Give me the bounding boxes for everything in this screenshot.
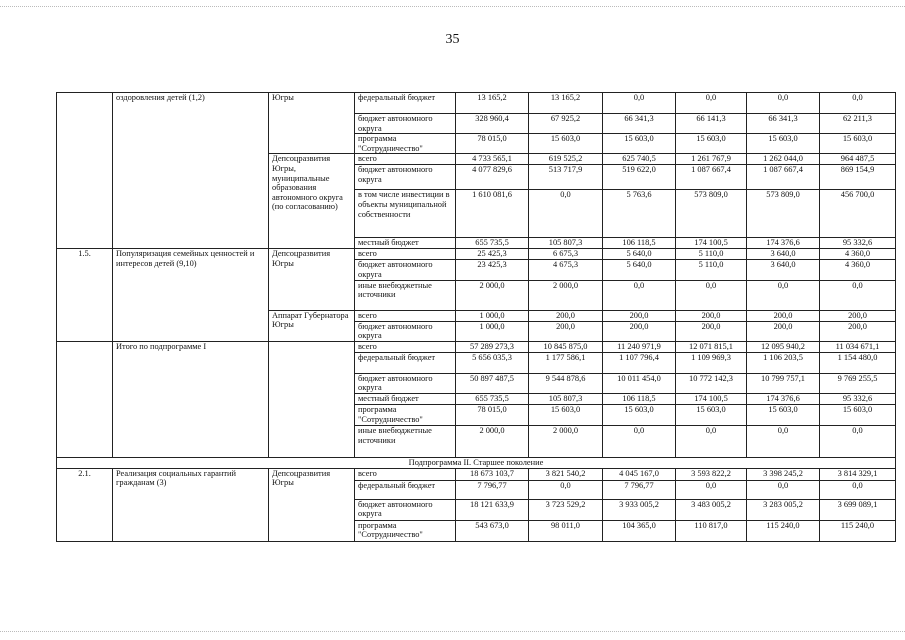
amount-cell: 10 772 142,3 [676,373,747,393]
funding-source: всего [355,341,456,352]
amount-cell: 1 106 203,5 [747,352,820,373]
row-number [57,341,113,457]
amount-cell: 1 177 586,1 [529,352,603,373]
subprogram-header: Подпрограмма II. Старшее поколение [57,457,896,468]
amount-cell: 10 011 454,0 [603,373,676,393]
amount-cell: 0,0 [676,425,747,457]
amount-cell: 106 118,5 [603,238,676,249]
amount-cell: 15 603,0 [747,134,820,154]
amount-cell: 573 809,0 [747,190,820,238]
table-body [57,93,896,542]
amount-cell: 15 603,0 [603,404,676,425]
amount-cell: 15 603,0 [529,404,603,425]
funding-source: федеральный бюджет [355,480,456,499]
activity-name: Популяризация семейных ценностей и интересов детей (9,10) [113,249,269,341]
amount-cell: 110 817,0 [676,520,747,541]
amount-cell: 4 675,3 [529,260,603,280]
amount-cell: 0,0 [820,280,896,310]
table-row [57,457,896,468]
funding-source: бюджет автономного округа [355,499,456,520]
amount-cell: 456 700,0 [820,190,896,238]
activity-name: Реализация социальных гарантий гражданам (3) [113,468,269,541]
executor: Аппарат Губернатора Югры [269,310,355,341]
funding-source: программа "Сотрудничество" [355,404,456,425]
amount-cell: 200,0 [676,310,747,321]
amount-cell: 50 897 487,5 [456,373,529,393]
page-number: 35 [445,32,460,47]
amount-cell: 7 796,77 [603,480,676,499]
amount-cell: 174 100,5 [676,393,747,404]
amount-cell: 869 154,9 [820,165,896,190]
amount-cell: 4 360,0 [820,249,896,260]
amount-cell: 964 487,5 [820,154,896,165]
amount-cell: 3 640,0 [747,249,820,260]
amount-cell: 2 000,0 [456,280,529,310]
funding-source: бюджет автономного округа [355,260,456,280]
amount-cell: 15 603,0 [676,134,747,154]
amount-cell: 4 045 167,0 [603,468,676,480]
amount-cell: 15 603,0 [676,404,747,425]
amount-cell: 200,0 [747,310,820,321]
amount-cell: 67 925,2 [529,114,603,134]
amount-cell: 66 341,3 [747,114,820,134]
amount-cell: 13 165,2 [529,93,603,114]
amount-cell: 66 141,3 [676,114,747,134]
amount-cell: 0,0 [603,93,676,114]
amount-cell: 10 799 757,1 [747,373,820,393]
amount-cell: 5 110,0 [676,249,747,260]
amount-cell: 0,0 [747,425,820,457]
amount-cell: 1 000,0 [456,310,529,321]
funding-source: всего [355,468,456,480]
funding-source: всего [355,310,456,321]
amount-cell: 3 821 540,2 [529,468,603,480]
amount-cell: 5 640,0 [603,249,676,260]
amount-cell: 10 845 875,0 [529,341,603,352]
amount-cell: 4 077 829,6 [456,165,529,190]
bottom-border [0,631,905,632]
amount-cell: 2 000,0 [529,280,603,310]
amount-cell: 200,0 [676,321,747,341]
amount-cell: 7 796,77 [456,480,529,499]
amount-cell: 625 740,5 [603,154,676,165]
amount-cell: 1 261 767,9 [676,154,747,165]
top-border [0,6,905,7]
amount-cell: 2 000,0 [456,425,529,457]
table-row [57,93,896,114]
amount-cell: 1 107 796,4 [603,352,676,373]
amount-cell: 11 034 671,1 [820,341,896,352]
amount-cell: 95 332,6 [820,238,896,249]
amount-cell: 18 673 103,7 [456,468,529,480]
amount-cell: 18 121 633,9 [456,499,529,520]
amount-cell: 0,0 [603,280,676,310]
amount-cell: 0,0 [676,480,747,499]
amount-cell: 1 000,0 [456,321,529,341]
amount-cell: 619 525,2 [529,154,603,165]
amount-cell: 3 283 005,2 [747,499,820,520]
amount-cell: 4 360,0 [820,260,896,280]
row-number [57,93,113,249]
amount-cell: 3 483 005,2 [676,499,747,520]
amount-cell: 5 763,6 [603,190,676,238]
amount-cell: 0,0 [820,480,896,499]
amount-cell: 543 673,0 [456,520,529,541]
amount-cell: 519 622,0 [603,165,676,190]
amount-cell: 3 933 005,2 [603,499,676,520]
table-row [57,468,896,480]
amount-cell: 98 011,0 [529,520,603,541]
amount-cell: 1 610 081,6 [456,190,529,238]
amount-cell: 200,0 [747,321,820,341]
table-row [57,249,896,260]
amount-cell: 15 603,0 [820,404,896,425]
funding-source: всего [355,154,456,165]
amount-cell: 3 699 089,1 [820,499,896,520]
amount-cell: 9 544 878,6 [529,373,603,393]
amount-cell: 3 640,0 [747,260,820,280]
amount-cell: 15 603,0 [747,404,820,425]
amount-cell: 0,0 [747,93,820,114]
amount-cell: 57 289 273,3 [456,341,529,352]
funding-source: иные внебюджетные источники [355,280,456,310]
amount-cell: 9 769 255,5 [820,373,896,393]
amount-cell: 3 723 529,2 [529,499,603,520]
amount-cell: 3 814 329,1 [820,468,896,480]
row-number: 2.1. [57,468,113,541]
budget-table [56,92,896,542]
funding-source: местный бюджет [355,393,456,404]
amount-cell: 0,0 [676,280,747,310]
funding-source: иные внебюджетные источники [355,425,456,457]
funding-source: программа "Сотрудничество" [355,520,456,541]
amount-cell: 13 165,2 [456,93,529,114]
amount-cell: 105 807,3 [529,238,603,249]
amount-cell: 0,0 [603,425,676,457]
amount-cell: 3 593 822,2 [676,468,747,480]
amount-cell: 0,0 [820,93,896,114]
amount-cell: 1 154 480,0 [820,352,896,373]
amount-cell: 78 015,0 [456,134,529,154]
amount-cell: 0,0 [676,93,747,114]
executor: Югры [269,93,355,154]
amount-cell: 200,0 [820,310,896,321]
amount-cell: 5 656 035,3 [456,352,529,373]
amount-cell: 1 087 667,4 [747,165,820,190]
amount-cell: 23 425,3 [456,260,529,280]
executor: Депсоцразвития Югры [269,249,355,310]
amount-cell: 0,0 [747,280,820,310]
amount-cell: 66 341,3 [603,114,676,134]
amount-cell: 200,0 [820,321,896,341]
amount-cell: 1 262 044,0 [747,154,820,165]
amount-cell: 11 240 971,9 [603,341,676,352]
amount-cell: 0,0 [747,480,820,499]
amount-cell: 655 735,5 [456,238,529,249]
amount-cell: 12 071 815,1 [676,341,747,352]
amount-cell: 200,0 [529,321,603,341]
amount-cell: 174 376,6 [747,393,820,404]
amount-cell: 174 100,5 [676,238,747,249]
amount-cell: 200,0 [603,321,676,341]
amount-cell: 62 211,3 [820,114,896,134]
amount-cell: 6 675,3 [529,249,603,260]
amount-cell: 115 240,0 [747,520,820,541]
amount-cell: 15 603,0 [529,134,603,154]
amount-cell: 0,0 [529,480,603,499]
funding-source: в том числе инвестиции в объекты муниципальной собственности [355,190,456,238]
funding-source: всего [355,249,456,260]
amount-cell: 200,0 [603,310,676,321]
amount-cell: 95 332,6 [820,393,896,404]
amount-cell: 0,0 [820,425,896,457]
amount-cell: 115 240,0 [820,520,896,541]
funding-source: бюджет автономного округа [355,165,456,190]
table-row [57,341,896,352]
executor: Депсоцразвития Югры, муниципальные образования автономного округа (по согласованию) [269,154,355,249]
funding-source: бюджет автономного округа [355,114,456,134]
amount-cell: 200,0 [529,310,603,321]
amount-cell: 105 807,3 [529,393,603,404]
amount-cell: 2 000,0 [529,425,603,457]
funding-source: федеральный бюджет [355,93,456,114]
amount-cell: 5 110,0 [676,260,747,280]
amount-cell: 5 640,0 [603,260,676,280]
funding-source: программа "Сотрудничество" [355,134,456,154]
amount-cell: 174 376,6 [747,238,820,249]
amount-cell: 0,0 [529,190,603,238]
amount-cell: 78 015,0 [456,404,529,425]
amount-cell: 25 425,3 [456,249,529,260]
amount-cell: 104 365,0 [603,520,676,541]
amount-cell: 328 960,4 [456,114,529,134]
amount-cell: 12 095 940,2 [747,341,820,352]
amount-cell: 655 735,5 [456,393,529,404]
activity-name: Итого по подпрограмме I [113,341,269,457]
amount-cell: 4 733 565,1 [456,154,529,165]
amount-cell: 1 109 969,3 [676,352,747,373]
funding-source: федеральный бюджет [355,352,456,373]
amount-cell: 1 087 667,4 [676,165,747,190]
activity-name: оздоровления детей (1,2) [113,93,269,249]
executor [269,341,355,457]
funding-source: бюджет автономного округа [355,321,456,341]
executor: Депсоцразвития Югры [269,468,355,541]
amount-cell: 106 118,5 [603,393,676,404]
amount-cell: 15 603,0 [603,134,676,154]
amount-cell: 15 603,0 [820,134,896,154]
amount-cell: 513 717,9 [529,165,603,190]
row-number: 1.5. [57,249,113,341]
funding-source: местный бюджет [355,238,456,249]
amount-cell: 573 809,0 [676,190,747,238]
amount-cell: 3 398 245,2 [747,468,820,480]
funding-source: бюджет автономного округа [355,373,456,393]
